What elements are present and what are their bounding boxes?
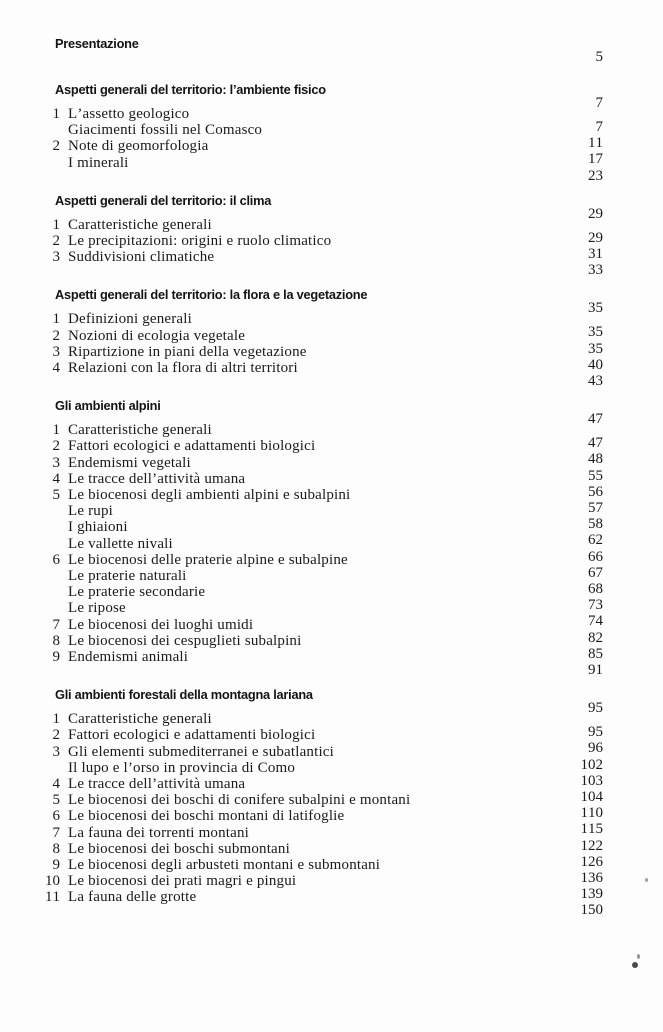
entry-label: Endemismi animali xyxy=(68,649,189,665)
entry-page-number: 67 xyxy=(588,564,603,581)
entry-page-number: 11 xyxy=(588,135,603,152)
entry-number: 4 xyxy=(52,470,60,487)
toc-entry[interactable] xyxy=(0,360,540,376)
entry-number: 2 xyxy=(52,138,60,155)
entry-label: Note di geomorfologia xyxy=(68,138,209,155)
entry-page-number: 43 xyxy=(588,373,603,389)
scan-speckle xyxy=(632,962,638,968)
entry-label: Nozioni di ecologia vegetale xyxy=(68,327,246,344)
toc-entry[interactable] xyxy=(0,155,540,171)
entry-label: Le ripose xyxy=(68,600,126,617)
entry-label: I ghiaioni xyxy=(68,519,128,536)
entry-page-number: 96 xyxy=(588,740,603,757)
entry-page-number: 57 xyxy=(588,500,603,516)
toc-entry[interactable] xyxy=(0,249,540,265)
entry-page-number: 85 xyxy=(588,645,603,662)
toc-entry[interactable] xyxy=(0,552,540,568)
section-title[interactable]: Presentazione xyxy=(55,36,139,51)
entry-label: Le biocenosi dei boschi di conifere subalpini e montani xyxy=(68,792,411,809)
entry-number: 3 xyxy=(52,454,60,471)
entry-label: Caratteristiche generali xyxy=(68,216,212,233)
toc-entry[interactable] xyxy=(0,873,540,889)
toc-entry[interactable] xyxy=(0,233,540,249)
entry-label: Fattori ecologici e adattamenti biologici xyxy=(68,727,316,744)
entry-label: I minerali xyxy=(68,154,129,171)
entry-label: Le biocenosi dei boschi submontani xyxy=(68,840,290,857)
entry-page-number: 33 xyxy=(588,262,603,279)
entry-label: Fattori ecologici e adattamenti biologici xyxy=(68,438,316,455)
section-page-number: 7 xyxy=(595,95,603,111)
entry-number: 7 xyxy=(52,616,60,633)
section-title[interactable]: Aspetti generali del territorio: la flora e la vegetazione xyxy=(55,287,368,303)
entry-label: Le biocenosi dei boschi montani di latifoglie xyxy=(68,808,345,825)
entry-label: Caratteristiche generali xyxy=(68,422,212,439)
entry-number: 3 xyxy=(52,343,60,360)
entry-page-number: 7 xyxy=(595,119,603,135)
entry-label: Le biocenosi degli ambienti alpini e subalpini xyxy=(68,487,351,503)
entry-page-number: 66 xyxy=(588,548,603,565)
toc-entry[interactable] xyxy=(0,857,540,873)
entry-page-number: 103 xyxy=(580,772,603,789)
toc-entry[interactable] xyxy=(0,536,540,552)
entry-page-number: 136 xyxy=(580,870,603,886)
section-page-number: 35 xyxy=(588,300,603,317)
entry-label: Le vallette nivali xyxy=(68,535,173,552)
entry-number: 1 xyxy=(52,106,60,122)
entry-number: 4 xyxy=(52,776,60,792)
entry-number: 1 xyxy=(52,311,60,328)
toc-entry[interactable] xyxy=(0,138,540,154)
toc-entry[interactable] xyxy=(0,519,540,535)
entry-label: La fauna dei torrenti montani xyxy=(68,824,249,841)
entry-label: Le biocenosi dei prati magri e pingui xyxy=(68,873,297,890)
section-title[interactable]: Aspetti generali del territorio: l’ambiente fisico xyxy=(55,82,326,97)
entry-label: Le rupi xyxy=(68,503,113,520)
entry-number: 9 xyxy=(52,649,60,665)
toc-entry[interactable] xyxy=(0,825,540,841)
toc-entry[interactable] xyxy=(0,471,540,487)
entry-page-number: 35 xyxy=(588,324,603,341)
toc-entry[interactable] xyxy=(0,649,540,665)
entry-page-number: 29 xyxy=(588,229,603,246)
toc-entry[interactable] xyxy=(0,889,540,905)
toc-entry[interactable] xyxy=(0,422,540,438)
entry-number: 11 xyxy=(45,889,60,906)
entry-page-number: 74 xyxy=(588,613,603,630)
scan-speckle xyxy=(637,954,640,959)
toc-entry[interactable] xyxy=(0,503,540,519)
entry-number: 3 xyxy=(52,743,60,760)
entry-label: Relazioni con la flora di altri territori xyxy=(68,360,298,376)
entry-number: 9 xyxy=(52,857,60,873)
entry-number: 10 xyxy=(45,873,60,890)
entry-number: 2 xyxy=(52,727,60,744)
entry-label: Le biocenosi dei luoghi umidi xyxy=(68,616,254,633)
entry-number: 1 xyxy=(52,711,60,728)
entry-page-number: 68 xyxy=(588,581,603,597)
entry-label: L’assetto geologico xyxy=(68,106,190,122)
entry-label: Le praterie naturali xyxy=(68,568,187,584)
entry-page-number: 40 xyxy=(588,356,603,373)
entry-page-number: 82 xyxy=(588,629,603,646)
entry-page-number: 58 xyxy=(588,516,603,533)
entry-page-number: 104 xyxy=(580,789,603,805)
section-page-number: 47 xyxy=(588,411,603,428)
entry-label: Le tracce dell’attività umana xyxy=(68,776,246,792)
entry-label: Giacimenti fossili nel Comasco xyxy=(68,122,263,139)
entry-page-number: 55 xyxy=(588,467,603,484)
section-page-number: 5 xyxy=(595,49,603,65)
entry-label: Le precipitazioni: origini e ruolo climatico xyxy=(68,233,332,249)
entry-number: 1 xyxy=(52,422,60,439)
entry-number: 8 xyxy=(52,632,60,649)
entry-page-number: 23 xyxy=(588,167,603,184)
entry-label: Caratteristiche generali xyxy=(68,711,212,728)
scan-speckle xyxy=(645,878,648,882)
toc-entry[interactable] xyxy=(0,106,540,122)
entry-label: Le biocenosi dei cespuglieti subalpini xyxy=(68,632,302,649)
entry-label: Le biocenosi degli arbusteti montani e submontani xyxy=(68,857,381,873)
entry-number: 4 xyxy=(52,360,60,376)
section-title[interactable]: Aspetti generali del territorio: il clima xyxy=(55,192,272,208)
entry-page-number: 110 xyxy=(580,805,603,822)
entry-number: 5 xyxy=(52,487,60,503)
entry-page-number: 126 xyxy=(580,853,603,870)
toc-entry[interactable] xyxy=(0,584,540,600)
entry-page-number: 48 xyxy=(588,451,603,468)
toc-entry[interactable] xyxy=(0,617,540,633)
entry-label: Endemismi vegetali xyxy=(68,454,191,471)
entry-number: 2 xyxy=(52,438,60,455)
entry-number: 6 xyxy=(52,808,60,825)
toc-entry[interactable] xyxy=(0,568,540,584)
entry-label: Le tracce dell’attività umana xyxy=(68,470,246,487)
toc-entry[interactable] xyxy=(0,760,540,776)
toc-entry[interactable] xyxy=(0,438,540,454)
toc-entry[interactable] xyxy=(0,727,540,743)
entry-label: Suddivisioni climatiche xyxy=(68,249,215,266)
toc-entry[interactable] xyxy=(0,311,540,327)
entry-number: 8 xyxy=(52,840,60,857)
toc-entry[interactable] xyxy=(0,776,540,792)
entry-number: 3 xyxy=(52,249,60,266)
entry-number: 2 xyxy=(52,233,60,249)
section-title[interactable]: Gli ambienti alpini xyxy=(55,398,161,414)
entry-label: Le biocenosi delle praterie alpine e subalpine xyxy=(68,551,348,568)
entry-label: Ripartizione in piani della vegetazione xyxy=(68,343,307,360)
entry-page-number: 35 xyxy=(588,340,603,357)
toc-entry[interactable] xyxy=(0,744,540,760)
entry-page-number: 56 xyxy=(588,483,603,500)
entry-page-number: 31 xyxy=(588,246,603,262)
entry-number: 6 xyxy=(52,551,60,568)
section-page-number: 95 xyxy=(588,700,603,717)
toc-entry[interactable] xyxy=(0,328,540,344)
toc-entry[interactable] xyxy=(0,344,540,360)
entry-page-number: 17 xyxy=(588,151,603,168)
entry-number: 7 xyxy=(52,824,60,841)
entry-page-number: 47 xyxy=(588,435,603,452)
toc-entry[interactable] xyxy=(0,633,540,649)
toc-entry[interactable] xyxy=(0,487,540,503)
toc-entry[interactable] xyxy=(0,217,540,233)
entry-label: La fauna delle grotte xyxy=(68,889,197,906)
entry-number: 2 xyxy=(52,327,60,344)
toc-entry[interactable] xyxy=(0,455,540,471)
entry-label: Le praterie secondarie xyxy=(68,584,206,601)
entry-page-number: 122 xyxy=(580,837,603,854)
toc-entry[interactable] xyxy=(0,808,540,824)
entry-page-number: 62 xyxy=(588,532,603,549)
entry-number: 1 xyxy=(52,216,60,233)
section-page-number: 29 xyxy=(588,205,603,222)
entry-page-number: 102 xyxy=(580,756,603,773)
entry-number: 5 xyxy=(52,792,60,809)
toc-entry[interactable] xyxy=(0,711,540,727)
entry-page-number: 95 xyxy=(588,724,603,741)
entry-page-number: 150 xyxy=(580,902,603,919)
entry-page-number: 115 xyxy=(580,821,603,838)
page-number-column xyxy=(540,0,663,1032)
entry-page-number: 139 xyxy=(580,886,603,903)
entry-page-number: 91 xyxy=(588,662,603,678)
toc-entry[interactable] xyxy=(0,600,540,616)
section-title[interactable]: Gli ambienti forestali della montagna lariana xyxy=(55,687,313,703)
entry-label: Il lupo e l’orso in provincia di Como xyxy=(68,759,296,776)
entry-page-number: 73 xyxy=(588,597,603,614)
entry-label: Definizioni generali xyxy=(68,311,192,328)
entry-label: Gli elementi submediterranei e subatlantici xyxy=(68,743,334,760)
toc-entry[interactable] xyxy=(0,841,540,857)
toc-entry[interactable] xyxy=(0,122,540,138)
toc-entry[interactable] xyxy=(0,792,540,808)
